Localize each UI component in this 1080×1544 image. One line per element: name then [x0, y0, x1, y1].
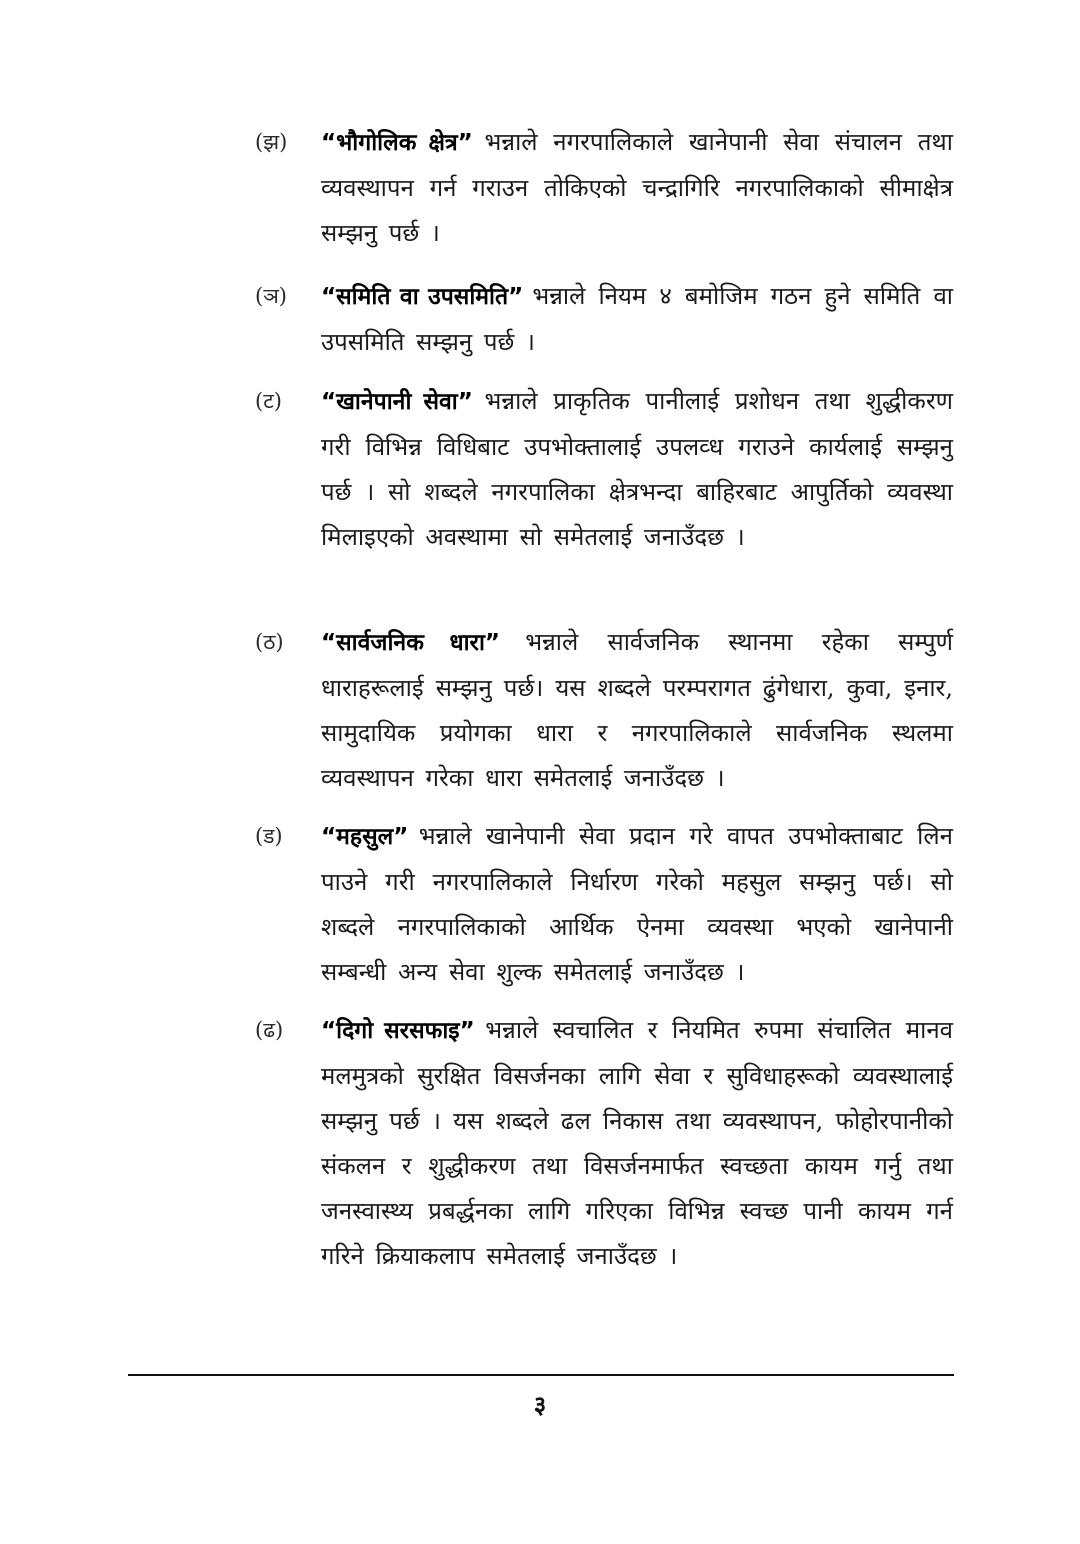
definition-label: (ड)	[255, 824, 283, 848]
definition-label: (ढ)	[255, 1018, 284, 1042]
definition-text: भन्नाले खानेपानी सेवा प्रदान गरे वापत उपभोक्ताबाट लिन पाउने गरी नगरपालिकाले निर्धारण गरेको महसुल सम्झनु पर्छ। सो शब्दले नगरपालिकाको आर्थिक ऐनमा व्यवस्था भएको खानेपानी सम्बन्धी अन्य सेवा शुल्क समेतलाई जनाउँदछ ।	[321, 822, 953, 986]
definition-ta	[255, 379, 955, 560]
definition-term: “महसुल”	[321, 824, 409, 850]
definition-body	[321, 120, 953, 256]
definition-text: भन्नाले नगरपालिकाले खानेपानी सेवा संचालन तथा व्यवस्थापन गर्न गराउन तोकिएको चन्द्रागिरि नगरपालिकाको सीमाक्षेत्र सम्झनु पर्छ ।	[321, 128, 953, 247]
definition-label: (ठ)	[255, 630, 284, 654]
definition-label: (ट)	[255, 389, 282, 413]
definition-text: भन्नाले स्वचालित र नियमित रुपमा संचालित मानव मलमुत्रको सुरक्षित विसर्जनका लागि सेवा र सुविधाहरूको व्यवस्थालाई सम्झनु पर्छ । यस शब्दले ढल निकास तथा व्यवस्थापन, फोहोरपानीको संकलन र शुद्धीकरण तथा विसर्जनमार्फत स्वच्छता कायम गर्नु तथा जनस्वास्थ्य प्रबर्द्धनका लागि गरिएका विभिन्न स्वच्छ पानी कायम गर्न गरिने क्रियाकलाप समेतलाई जनाउँदछ ।	[321, 1016, 953, 1270]
definition-body	[321, 1008, 953, 1279]
definition-term: “भौगोलिक क्षेत्र”	[321, 130, 473, 156]
definition-da	[255, 814, 955, 995]
definition-text: भन्नाले नियम ४ बमोजिम गठन हुने समिति वा उपसमिति सम्झनु पर्छ ।	[321, 282, 953, 356]
definition-body	[321, 620, 953, 801]
definition-term: “सार्वजनिक धारा”	[321, 630, 501, 656]
definition-label: (झ)	[255, 130, 288, 154]
definition-body	[321, 274, 953, 365]
definition-jha	[255, 120, 955, 256]
definition-term: “दिगो सरसफाइ”	[321, 1018, 475, 1044]
definition-dha	[255, 1008, 955, 1279]
definition-label: (ञ)	[255, 284, 287, 308]
definition-nya	[255, 274, 955, 365]
definition-term: “खानेपानी सेवा”	[321, 389, 473, 415]
definition-text: भन्नाले प्राकृतिक पानीलाई प्रशोधन तथा शुद्धीकरण गरी विभिन्न विधिबाट उपभोक्तालाई उपलव्ध गराउने कार्यलाई सम्झनु पर्छ । सो शब्दले नगरपालिका क्षेत्रभन्दा बाहिरबाट आपुर्तिको व्यवस्था मिलाइएको अवस्थामा सो समेतलाई जनाउँदछ ।	[321, 387, 953, 551]
definition-text: भन्नाले सार्वजनिक स्थानमा रहेका सम्पुर्ण धाराहरूलाई सम्झनु पर्छ। यस शब्दले परम्परागत ढुंगेधारा, कुवा, इनार, सामुदायिक प्रयोगका धारा र नगरपालिकाले सार्वजनिक स्थलमा व्यवस्थापन गरेका धारा समेतलाई जनाउँदछ ।	[321, 628, 953, 792]
definition-body	[321, 379, 953, 560]
definition-tha	[255, 620, 955, 801]
definition-term: “समिति वा उपसमिति”	[321, 284, 524, 310]
page-number: ३	[533, 1391, 547, 1419]
footer-divider	[128, 1374, 954, 1376]
definition-body	[321, 814, 953, 995]
